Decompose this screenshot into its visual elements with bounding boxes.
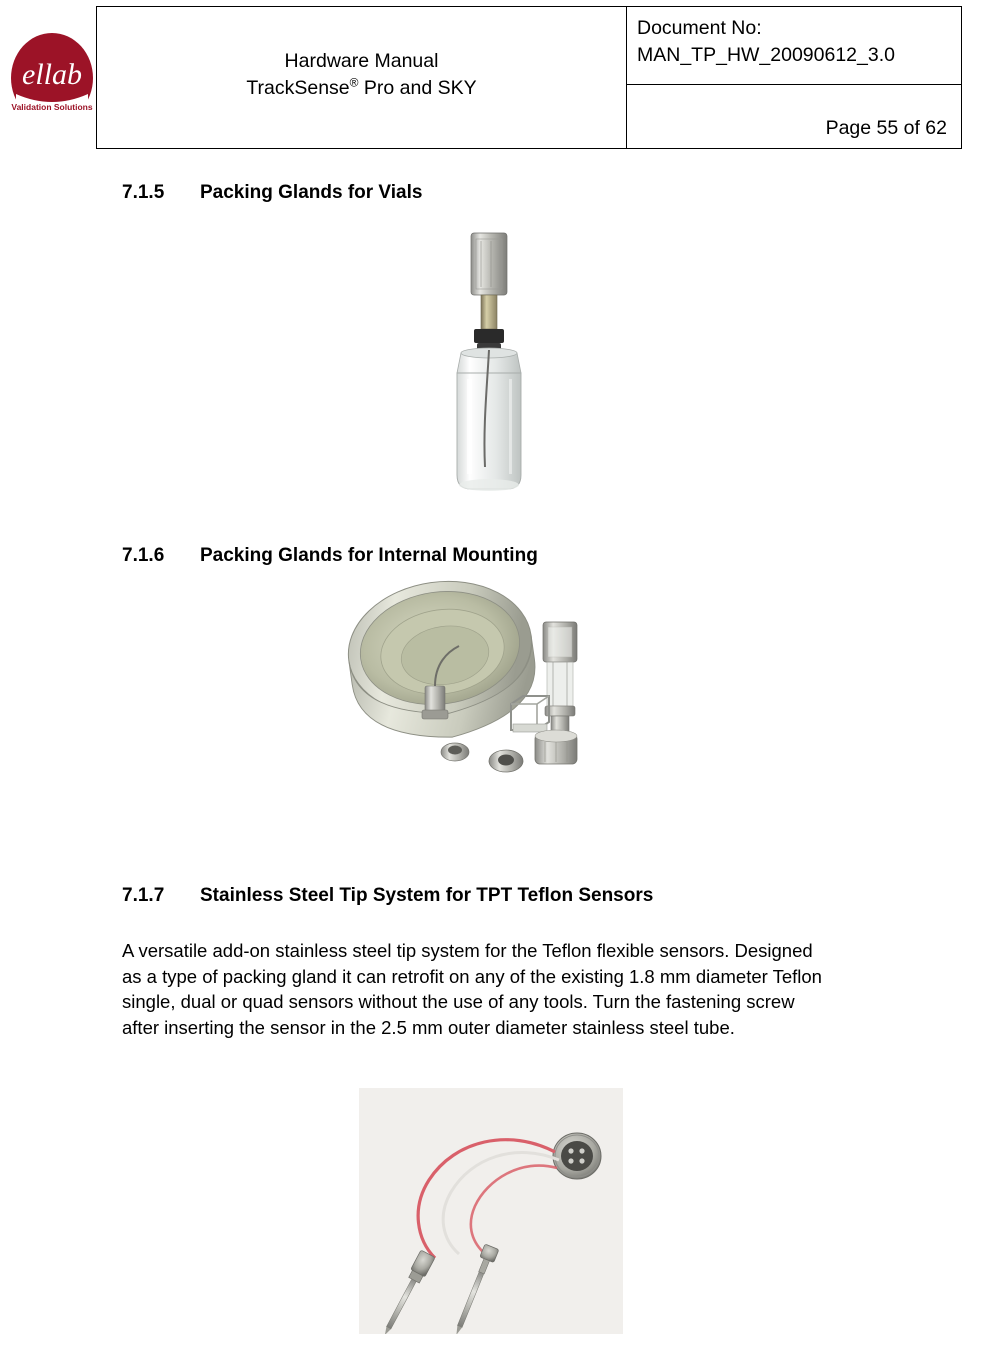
section-7-1-7 [0, 884, 981, 1334]
svg-text:ellab: ellab [22, 57, 82, 91]
section-heading-7-1-7 [0, 884, 981, 908]
header-title-line-2 [246, 75, 476, 102]
section-number-7-1-6: 7.1.6 [122, 545, 165, 566]
section-title-7-1-5: Packing Glands for Vials [200, 182, 423, 203]
section-number-7-1-5: 7.1.5 [122, 182, 165, 203]
svg-text:Validation Solutions: Validation Solutions [11, 101, 93, 112]
figure-stainless-steel-tip-system [359, 1088, 623, 1334]
document-body [0, 149, 981, 1334]
figure-packing-gland-vial [421, 227, 561, 507]
section-title-7-1-6: Packing Glands for Internal Mounting [200, 545, 538, 566]
figure-wrap-7-1-7 [0, 1088, 981, 1334]
section-title-7-1-7: Stainless Steel Tip System for TPT Teflon Sensors [200, 885, 654, 906]
section-heading-7-1-5 [0, 181, 981, 205]
header-title-line-1: Hardware Manual [284, 49, 439, 72]
figure-packing-gland-internal-mounting [311, 574, 671, 814]
section-7-1-5 [0, 181, 981, 517]
ellab-logo-icon [10, 32, 94, 124]
section-paragraph-7-1-7: A versatile add-on stainless steel tip system for the Teflon flexible sensors. Designed as a type of packing gland it can retrofit on any of the existing 1.8 mm diameter Teflon single, dual or quad sensors without the use of any tools. Turn the fastening screw after inserting the sensor in the 2.5 mm outer diameter stainless steel tube. [122, 940, 822, 1038]
registered-mark: ® [349, 75, 359, 89]
figure-wrap-7-1-5 [0, 227, 981, 517]
header-product-variants: Pro and SKY [358, 76, 477, 99]
header-title-cell [97, 7, 627, 148]
page-number: Page 55 of 62 [825, 117, 947, 139]
header-meta-cell [627, 7, 961, 148]
figure-wrap-7-1-6 [0, 574, 981, 824]
logo-cell [8, 6, 96, 149]
document-header [96, 6, 962, 149]
document-number-label: Document No: [637, 17, 762, 39]
document-number [627, 7, 961, 85]
section-number-7-1-7: 7.1.7 [122, 885, 165, 906]
section-heading-7-1-6 [0, 544, 981, 568]
document-number-value: MAN_TP_HW_20090612_3.0 [637, 44, 895, 66]
header-product-name: TrackSense [246, 76, 350, 99]
section-7-1-6 [0, 544, 981, 824]
